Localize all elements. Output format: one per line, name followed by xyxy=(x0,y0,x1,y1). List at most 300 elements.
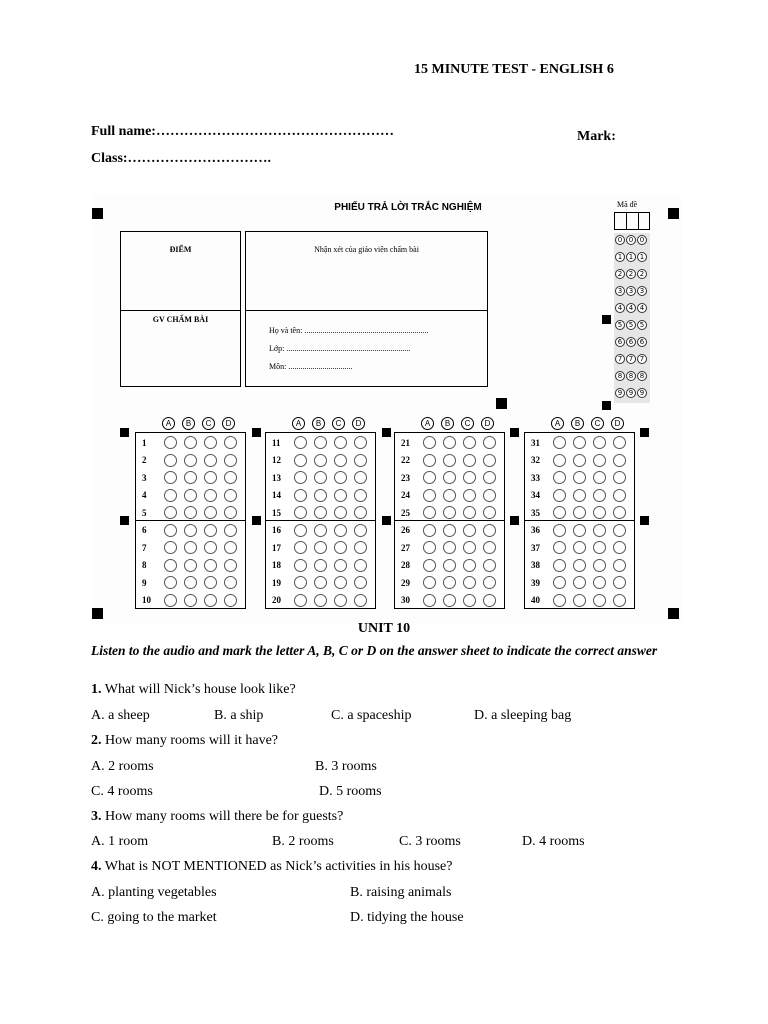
exam-code-bubble[interactable]: 7 xyxy=(637,354,647,364)
question-number-label: 4 xyxy=(142,490,147,500)
exam-code-row xyxy=(615,337,648,347)
answer-bubble[interactable] xyxy=(224,506,237,519)
option-header-circle: D xyxy=(222,417,235,430)
exam-code-bubble[interactable]: 4 xyxy=(626,303,636,313)
question-number-label: 15 xyxy=(272,507,281,518)
answer-row xyxy=(266,504,374,521)
answer-bubble[interactable] xyxy=(314,524,327,537)
answer-bubble[interactable] xyxy=(334,471,347,484)
answer-bubble[interactable] xyxy=(184,559,197,572)
answer-bubble[interactable] xyxy=(314,576,327,589)
answer-row xyxy=(395,592,503,609)
answer-bubble[interactable] xyxy=(354,489,367,502)
answer-bubble[interactable] xyxy=(184,454,197,467)
option-header-circle: C xyxy=(591,417,604,430)
answer-bubble[interactable] xyxy=(184,506,197,519)
answer-bubble[interactable] xyxy=(294,489,307,502)
question-number-label: 28 xyxy=(401,560,410,570)
question-number-label: 22 xyxy=(401,455,410,465)
answer-bubble[interactable] xyxy=(613,576,626,589)
question-number-label: 7 xyxy=(142,542,147,553)
answer-bubble[interactable] xyxy=(553,541,566,554)
answer-bubble[interactable] xyxy=(423,506,436,519)
answer-bubble[interactable] xyxy=(294,541,307,554)
exam-code-row xyxy=(615,235,648,245)
answer-bubble[interactable] xyxy=(204,489,217,502)
exam-code-bubble[interactable]: 4 xyxy=(637,303,647,313)
sheet-title: PHIẾU TRẢ LỜI TRẮC NGHIỆM xyxy=(334,202,482,213)
answer-bubble[interactable] xyxy=(483,541,496,554)
answer-bubble[interactable] xyxy=(483,436,496,449)
exam-code-bubble[interactable]: 1 xyxy=(615,252,625,262)
option-header-circle: B xyxy=(441,417,454,430)
answer-bubble[interactable] xyxy=(443,454,456,467)
answer-bubble[interactable] xyxy=(573,489,586,502)
answer-bubble[interactable] xyxy=(314,541,327,554)
registration-mark xyxy=(510,516,519,525)
answer-row xyxy=(136,452,244,469)
grid-divider xyxy=(395,520,504,521)
answer-bubble[interactable] xyxy=(423,576,436,589)
answer-bubble[interactable] xyxy=(593,524,606,537)
answer-bubble[interactable] xyxy=(613,436,626,449)
answer-bubble[interactable] xyxy=(224,436,237,449)
question-number-label: 40 xyxy=(531,595,540,605)
grid-divider xyxy=(266,520,375,521)
answer-bubble[interactable] xyxy=(354,541,367,554)
question-number-label: 25 xyxy=(401,507,410,518)
answer-bubble[interactable] xyxy=(423,594,436,607)
answer-bubble[interactable] xyxy=(423,559,436,572)
question-number-label: 23 xyxy=(401,472,410,483)
option-header-circle: A xyxy=(292,417,305,430)
answer-bubble[interactable] xyxy=(573,524,586,537)
exam-code-bubble[interactable]: 8 xyxy=(626,371,636,381)
answer-bubble[interactable] xyxy=(553,454,566,467)
answer-bubble[interactable] xyxy=(164,506,177,519)
answer-bubble[interactable] xyxy=(463,471,476,484)
exam-code-row xyxy=(615,371,648,381)
answer-bubble[interactable] xyxy=(423,471,436,484)
question-number-label: 10 xyxy=(142,595,151,605)
score-box xyxy=(120,231,241,311)
answer-row xyxy=(136,487,244,504)
answer-grid-block xyxy=(265,432,376,609)
answer-row xyxy=(525,557,633,574)
question-4 xyxy=(91,859,452,875)
answer-bubble[interactable] xyxy=(613,559,626,572)
question-number-label: 1 xyxy=(142,437,147,448)
question-number-label: 21 xyxy=(401,437,410,448)
answer-bubble[interactable] xyxy=(224,594,237,607)
answer-bubble[interactable] xyxy=(573,506,586,519)
answer-bubble[interactable] xyxy=(573,436,586,449)
answer-bubble[interactable] xyxy=(314,471,327,484)
answer-bubble[interactable] xyxy=(224,576,237,589)
question-number-label: 26 xyxy=(401,525,410,535)
registration-mark xyxy=(668,208,679,219)
answer-bubble[interactable] xyxy=(613,489,626,502)
answer-bubble[interactable] xyxy=(463,489,476,502)
answer-bubble[interactable] xyxy=(483,576,496,589)
question-number-label: 17 xyxy=(272,542,281,553)
answer-bubble[interactable] xyxy=(184,436,197,449)
answer-bubble[interactable] xyxy=(553,436,566,449)
answer-bubble[interactable] xyxy=(224,524,237,537)
answer-bubble[interactable] xyxy=(354,576,367,589)
exam-code-bubble[interactable]: 5 xyxy=(615,320,625,330)
answer-bubble[interactable] xyxy=(184,541,197,554)
question-number-label: 18 xyxy=(272,560,281,570)
answer-bubble[interactable] xyxy=(314,506,327,519)
answer-bubble[interactable] xyxy=(354,594,367,607)
answer-bubble[interactable] xyxy=(553,471,566,484)
answer-row xyxy=(136,522,244,539)
answer-bubble[interactable] xyxy=(463,454,476,467)
exam-code-bubble[interactable]: 3 xyxy=(626,286,636,296)
answer-bubble[interactable] xyxy=(443,524,456,537)
question-number-label: 30 xyxy=(401,595,410,605)
answer-bubble[interactable] xyxy=(483,454,496,467)
answer-bubble[interactable] xyxy=(164,524,177,537)
answer-bubble[interactable] xyxy=(463,436,476,449)
answer-bubble[interactable] xyxy=(423,436,436,449)
answer-bubble[interactable] xyxy=(204,506,217,519)
answer-row xyxy=(525,539,633,556)
answer-bubble[interactable] xyxy=(423,454,436,467)
answer-bubble[interactable] xyxy=(184,524,197,537)
exam-code-bubble[interactable]: 9 xyxy=(637,388,647,398)
answer-bubble[interactable] xyxy=(553,506,566,519)
answer-bubble[interactable] xyxy=(204,576,217,589)
exam-code-bubble[interactable]: 2 xyxy=(626,269,636,279)
answer-bubble[interactable] xyxy=(593,559,606,572)
answer-bubble[interactable] xyxy=(443,576,456,589)
exam-code-box xyxy=(614,212,650,230)
answer-bubble[interactable] xyxy=(443,471,456,484)
exam-code-bubble[interactable]: 5 xyxy=(626,320,636,330)
answer-bubble[interactable] xyxy=(593,489,606,502)
answer-row xyxy=(266,539,374,556)
answer-row xyxy=(266,574,374,591)
answer-bubble[interactable] xyxy=(443,559,456,572)
exam-code-row xyxy=(615,354,648,364)
answer-bubble[interactable] xyxy=(294,576,307,589)
exam-code-row xyxy=(615,388,648,398)
answer-bubble[interactable] xyxy=(354,524,367,537)
registration-mark xyxy=(640,516,649,525)
answer-bubble[interactable] xyxy=(483,524,496,537)
answer-row xyxy=(525,522,633,539)
subject-line: Môn: ................................ xyxy=(269,362,353,371)
answer-bubble[interactable] xyxy=(423,524,436,537)
answer-bubble[interactable] xyxy=(334,436,347,449)
answer-bubble[interactable] xyxy=(204,436,217,449)
question-number-label: 33 xyxy=(531,472,540,483)
answer-bubble[interactable] xyxy=(164,471,177,484)
comment-label: Nhận xét của giáo viên chấm bài xyxy=(314,245,419,254)
answer-bubble[interactable] xyxy=(443,541,456,554)
grid-divider xyxy=(136,520,245,521)
answer-bubble[interactable] xyxy=(613,541,626,554)
answer-bubble[interactable] xyxy=(463,576,476,589)
answer-bubble[interactable] xyxy=(593,471,606,484)
question-number-label: 32 xyxy=(531,455,540,465)
option-header xyxy=(292,417,372,430)
answer-bubble[interactable] xyxy=(294,559,307,572)
answer-bubble[interactable] xyxy=(573,559,586,572)
answer-bubble[interactable] xyxy=(204,559,217,572)
student-class-line: Lớp: .............................................................. xyxy=(269,344,411,353)
option-header-circle: C xyxy=(202,417,215,430)
answer-bubble[interactable] xyxy=(164,454,177,467)
answer-bubble[interactable] xyxy=(314,436,327,449)
answer-grid-block xyxy=(135,432,246,609)
q2-option-b: B. 3 rooms xyxy=(315,759,377,774)
answer-bubble[interactable] xyxy=(354,436,367,449)
exam-code-bubble[interactable]: 9 xyxy=(626,388,636,398)
answer-bubble[interactable] xyxy=(314,489,327,502)
exam-code-bubble[interactable]: 0 xyxy=(615,235,625,245)
answer-bubble[interactable] xyxy=(164,594,177,607)
answer-bubble[interactable] xyxy=(224,541,237,554)
answer-bubble[interactable] xyxy=(204,471,217,484)
answer-bubble[interactable] xyxy=(204,541,217,554)
answer-bubble[interactable] xyxy=(573,471,586,484)
answer-bubble[interactable] xyxy=(334,454,347,467)
answer-bubble[interactable] xyxy=(593,594,606,607)
exam-code-bubble[interactable]: 6 xyxy=(615,337,625,347)
answer-bubble[interactable] xyxy=(184,489,197,502)
answer-bubble[interactable] xyxy=(613,454,626,467)
answer-bubble[interactable] xyxy=(553,594,566,607)
answer-bubble[interactable] xyxy=(553,524,566,537)
answer-bubble[interactable] xyxy=(483,471,496,484)
answer-bubble[interactable] xyxy=(204,524,217,537)
answer-bubble[interactable] xyxy=(573,454,586,467)
answer-bubble[interactable] xyxy=(573,594,586,607)
answer-bubble[interactable] xyxy=(334,541,347,554)
answer-bubble[interactable] xyxy=(613,506,626,519)
answer-bubble[interactable] xyxy=(463,594,476,607)
answer-bubble[interactable] xyxy=(613,594,626,607)
answer-bubble[interactable] xyxy=(553,489,566,502)
answer-bubble[interactable] xyxy=(593,454,606,467)
registration-mark xyxy=(602,315,611,324)
registration-mark xyxy=(120,428,129,437)
grader-box xyxy=(120,310,241,387)
question-text: How many rooms will there be for guests? xyxy=(101,809,344,824)
answer-bubble[interactable] xyxy=(443,594,456,607)
answer-row xyxy=(266,557,374,574)
answer-row xyxy=(266,452,374,469)
answer-row xyxy=(395,452,503,469)
answer-bubble[interactable] xyxy=(463,559,476,572)
exam-code-bubble[interactable]: 3 xyxy=(615,286,625,296)
option-header-circle: A xyxy=(162,417,175,430)
answer-bubble[interactable] xyxy=(294,471,307,484)
answer-bubble[interactable] xyxy=(334,576,347,589)
answer-bubble[interactable] xyxy=(294,506,307,519)
question-text: How many rooms will it have? xyxy=(101,733,279,748)
exam-code-bubble[interactable]: 9 xyxy=(615,388,625,398)
question-number-label: 11 xyxy=(272,437,281,448)
q2-option-c: C. 4 rooms xyxy=(91,784,153,799)
answer-bubble[interactable] xyxy=(593,576,606,589)
exam-code-bubble[interactable]: 8 xyxy=(615,371,625,381)
answer-bubble[interactable] xyxy=(593,541,606,554)
answer-bubble[interactable] xyxy=(334,559,347,572)
question-number-label: 36 xyxy=(531,525,540,535)
exam-code-bubble[interactable]: 5 xyxy=(637,320,647,330)
answer-bubble[interactable] xyxy=(483,594,496,607)
answer-bubble[interactable] xyxy=(354,471,367,484)
question-number-label: 31 xyxy=(531,437,540,448)
exam-code-row xyxy=(615,269,648,279)
answer-bubble[interactable] xyxy=(573,576,586,589)
answer-row xyxy=(395,504,503,521)
question-1 xyxy=(91,682,296,698)
question-number-label: 6 xyxy=(142,525,147,535)
q3-option-a: A. 1 room xyxy=(91,834,149,849)
registration-mark xyxy=(602,401,611,410)
answer-bubble[interactable] xyxy=(164,576,177,589)
answer-bubble[interactable] xyxy=(613,524,626,537)
answer-bubble[interactable] xyxy=(463,506,476,519)
answer-bubble[interactable] xyxy=(204,454,217,467)
registration-mark xyxy=(668,608,679,619)
answer-bubble[interactable] xyxy=(184,471,197,484)
answer-bubble[interactable] xyxy=(553,576,566,589)
answer-bubble[interactable] xyxy=(224,454,237,467)
exam-code-bubble[interactable]: 6 xyxy=(637,337,647,347)
answer-bubble[interactable] xyxy=(314,559,327,572)
mark-label: Mark: xyxy=(577,129,616,144)
question-number: 2. xyxy=(91,733,102,748)
exam-code-bubble[interactable]: 7 xyxy=(626,354,636,364)
answer-row xyxy=(266,434,374,451)
answer-bubble[interactable] xyxy=(164,436,177,449)
registration-mark xyxy=(382,428,391,437)
answer-bubble[interactable] xyxy=(463,541,476,554)
answer-grid-block xyxy=(394,432,505,609)
answer-bubble[interactable] xyxy=(224,559,237,572)
answer-bubble[interactable] xyxy=(184,576,197,589)
question-number-label: 24 xyxy=(401,490,410,500)
answer-bubble[interactable] xyxy=(294,524,307,537)
exam-code-bubble[interactable]: 2 xyxy=(615,269,625,279)
answer-row xyxy=(395,557,503,574)
question-number-label: 16 xyxy=(272,525,281,535)
answer-bubble[interactable] xyxy=(483,559,496,572)
exam-code-bubble[interactable]: 3 xyxy=(637,286,647,296)
full-name-field: Full name:…………………………………………… xyxy=(91,124,394,139)
comment-box xyxy=(245,231,488,311)
answer-bubble[interactable] xyxy=(224,471,237,484)
registration-mark xyxy=(252,428,261,437)
exam-code-bubble[interactable]: 7 xyxy=(615,354,625,364)
answer-bubble[interactable] xyxy=(204,594,217,607)
answer-bubble[interactable] xyxy=(483,489,496,502)
answer-bubble[interactable] xyxy=(354,559,367,572)
q1-option-c: C. a spaceship xyxy=(331,708,412,723)
answer-row xyxy=(136,592,244,609)
answer-bubble[interactable] xyxy=(354,454,367,467)
answer-bubble[interactable] xyxy=(334,489,347,502)
answer-bubble[interactable] xyxy=(294,436,307,449)
answer-bubble[interactable] xyxy=(593,506,606,519)
answer-bubble[interactable] xyxy=(443,506,456,519)
answer-bubble[interactable] xyxy=(443,436,456,449)
answer-bubble[interactable] xyxy=(334,506,347,519)
q3-option-b: B. 2 rooms xyxy=(272,834,334,849)
exam-code-bubble[interactable]: 4 xyxy=(615,303,625,313)
exam-code-bubble[interactable]: 0 xyxy=(626,235,636,245)
answer-row xyxy=(525,434,633,451)
answer-row xyxy=(525,592,633,609)
question-number-label: 35 xyxy=(531,507,540,518)
answer-bubble[interactable] xyxy=(354,506,367,519)
option-header-circle: D xyxy=(481,417,494,430)
question-number: 1. xyxy=(91,682,102,697)
answer-bubble[interactable] xyxy=(553,559,566,572)
grid-divider xyxy=(525,520,634,521)
answer-bubble[interactable] xyxy=(224,489,237,502)
answer-row xyxy=(395,487,503,504)
registration-mark xyxy=(92,208,103,219)
answer-bubble[interactable] xyxy=(613,471,626,484)
answer-bubble[interactable] xyxy=(334,594,347,607)
answer-bubble[interactable] xyxy=(593,436,606,449)
answer-row xyxy=(136,574,244,591)
q1-option-a: A. a sheep xyxy=(91,708,150,723)
exam-code-bubble[interactable]: 0 xyxy=(637,235,647,245)
answer-bubble[interactable] xyxy=(314,594,327,607)
q1-option-b: B. a ship xyxy=(214,708,264,723)
answer-bubble[interactable] xyxy=(164,541,177,554)
answer-row xyxy=(395,522,503,539)
q3-option-d: D. 4 rooms xyxy=(522,834,585,849)
exam-code-bubble[interactable]: 1 xyxy=(626,252,636,262)
question-number-label: 5 xyxy=(142,507,147,518)
student-info-box xyxy=(245,310,488,387)
answer-bubble[interactable] xyxy=(294,454,307,467)
exam-code-bubble[interactable]: 6 xyxy=(626,337,636,347)
student-name-line: Họ và tên: .............................................................. xyxy=(269,326,429,335)
answer-bubble[interactable] xyxy=(443,489,456,502)
test-title: 15 MINUTE TEST - ENGLISH 6 xyxy=(414,62,614,77)
option-header-circle: C xyxy=(332,417,345,430)
answer-bubble[interactable] xyxy=(423,489,436,502)
answer-bubble[interactable] xyxy=(164,489,177,502)
answer-bubble[interactable] xyxy=(314,454,327,467)
exam-code-bubble[interactable]: 8 xyxy=(637,371,647,381)
score-label: ĐIỂM xyxy=(169,245,192,254)
answer-bubble[interactable] xyxy=(463,524,476,537)
answer-bubble[interactable] xyxy=(294,594,307,607)
answer-bubble[interactable] xyxy=(483,506,496,519)
exam-code-bubble[interactable]: 2 xyxy=(637,269,647,279)
q2-option-a: A. 2 rooms xyxy=(91,759,154,774)
question-number-label: 8 xyxy=(142,560,147,570)
answer-bubble[interactable] xyxy=(334,524,347,537)
answer-row xyxy=(136,539,244,556)
answer-bubble[interactable] xyxy=(573,541,586,554)
exam-code-bubble[interactable]: 1 xyxy=(637,252,647,262)
answer-bubble[interactable] xyxy=(423,541,436,554)
answer-bubble[interactable] xyxy=(184,594,197,607)
answer-bubble[interactable] xyxy=(164,559,177,572)
